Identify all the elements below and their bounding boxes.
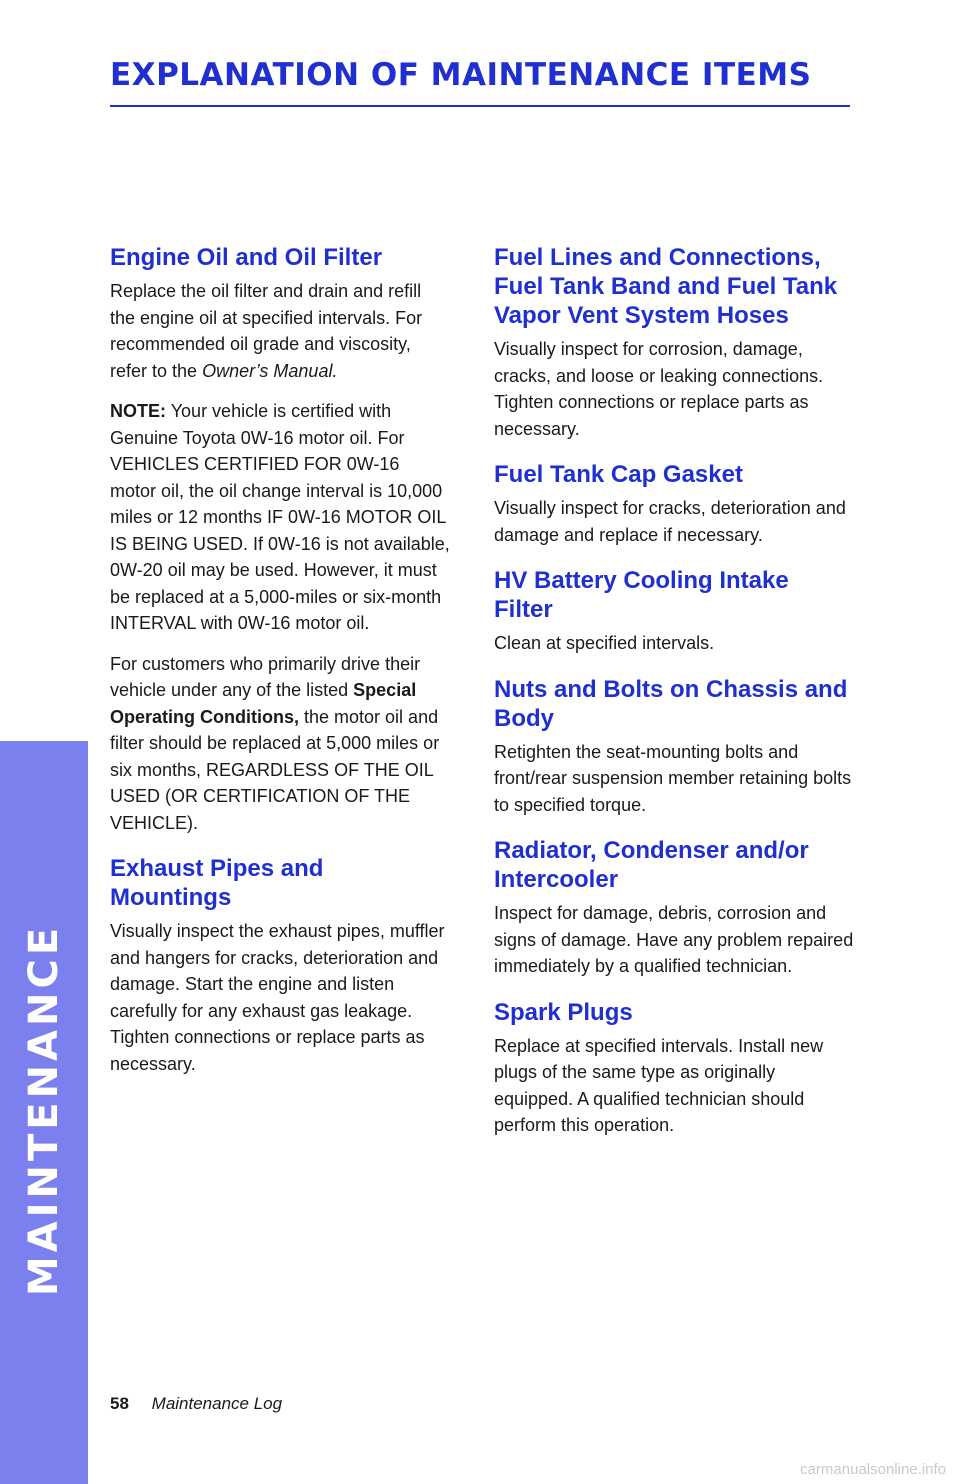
paragraph: Visually inspect for cracks, deterioration and damage and replace if necessary. [494, 498, 846, 545]
footer-section-title: Maintenance Log [151, 1394, 283, 1413]
section-heading: Exhaust Pipes and Mountings [110, 855, 324, 911]
paragraph: Visually inspect the exhaust pipes, muffler and hangers for cracks, deterioration and damage. Start the engine and listen carefully for any exhaust gas leakage. Tighten connections or replace parts as necessary. [110, 921, 445, 1074]
section-engine-oil [110, 243, 450, 836]
section-heading: HV Battery Cooling Intake Filter [494, 567, 789, 623]
section-nuts-bolts [494, 675, 854, 819]
page-number: 58 [110, 1394, 129, 1413]
page-title: EXPLANATION OF MAINTENANCE ITEMS [110, 57, 812, 93]
section-fuel-cap [494, 460, 854, 548]
header-divider [110, 105, 850, 107]
section-heading: Fuel Tank Cap Gasket [494, 461, 743, 488]
manual-reference: Owner’s Manual. [202, 360, 338, 381]
note-text: Your vehicle is certified with Genuine Toyota 0W-16 motor oil. For VEHICLES CERTIFIED FOR 0W-16 motor oil, the oil change interval is 10,000 miles or 12 months IF 0W-16 MOTOR OIL IS BEING USED. If 0W-16 is not available, 0W-20 oil may be used. However, it must be replaced at a 5,000-miles or six-month INTERVAL with 0W-16 motor oil. [110, 401, 450, 633]
emphasis: Special Operating Conditions, [110, 680, 417, 727]
text: For customers who primarily drive their vehicle under any of the listed [110, 653, 421, 700]
paragraph: Replace at specified intervals. Install new plugs of the same type as originally equipped. A qualified technician should perform this operation. [494, 1035, 824, 1135]
note-paragraph [110, 398, 450, 637]
section-heading: Radiator, Condenser and/or Intercooler [494, 837, 809, 893]
paragraph [110, 651, 450, 837]
text: Replace the oil filter and drain and refill the engine oil at specified intervals. For recommended oil grade and viscosity, refer to the [110, 281, 423, 381]
section-hv-battery [494, 566, 854, 657]
section-exhaust [110, 854, 450, 1077]
paragraph [110, 278, 450, 384]
section-radiator [494, 836, 854, 980]
section-heading: Engine Oil and Oil Filter [110, 244, 383, 271]
text: the motor oil and filter should be replaced at 5,000 miles or six months, REGARDLESS OF THE OIL USED (OR CERTIFICATION OF THE VEHICLE). [110, 706, 440, 833]
section-heading: Fuel Lines and Connections, Fuel Tank Band and Fuel Tank Vapor Vent System Hoses [494, 244, 838, 329]
note-label: NOTE: [110, 401, 166, 421]
section-fuel-lines [494, 243, 854, 442]
watermark: carmanualsonline.info [800, 1461, 946, 1478]
side-tab-label: MAINTENANCE [21, 923, 67, 1297]
paragraph: Inspect for damage, debris, corrosion and signs of damage. Have any problem repaired immediately by a qualified technician. [494, 903, 854, 976]
paragraph: Retighten the seat-mounting bolts and front/rear suspension member retaining bolts to specified torque. [494, 741, 852, 815]
section-heading: Spark Plugs [494, 998, 633, 1026]
paragraph: Visually inspect for corrosion, damage, cracks, and loose or leaking connections. Tighten connections or replace parts as necessary. [494, 339, 824, 439]
left-column [110, 243, 450, 1095]
section-spark-plugs [494, 998, 854, 1139]
paragraph: Clean at specified intervals. [494, 633, 715, 653]
section-heading: Nuts and Bolts on Chassis and Body [494, 675, 848, 732]
right-column [494, 243, 854, 1157]
page-header [110, 56, 850, 94]
page-footer [110, 1394, 282, 1414]
